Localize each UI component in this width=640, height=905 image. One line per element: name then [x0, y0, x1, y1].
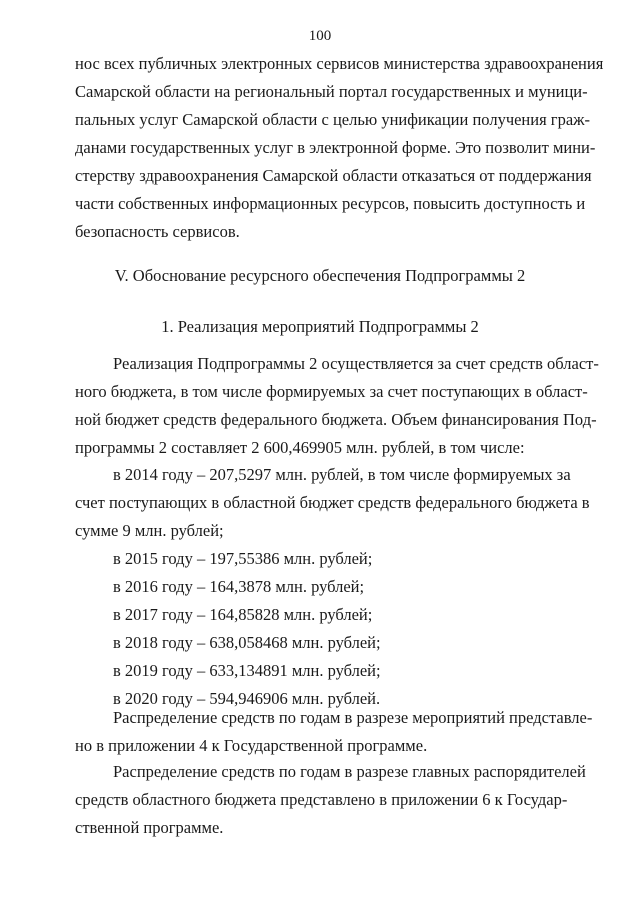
paragraph-line: но в приложении 4 к Государственной программе. [75, 736, 428, 755]
distribution-events-paragraph [75, 704, 593, 760]
list-item: в 2015 году – 197,55386 млн. рублей; [113, 549, 373, 568]
subsection-heading: 1. Реализация мероприятий Подпрограммы 2 [161, 317, 479, 336]
paragraph-line: ного бюджета, в том числе формируемых за счет поступающих в област- [75, 382, 588, 401]
paragraph-line: части собственных информационных ресурсов, повысить доступность и [75, 194, 586, 213]
paragraph-line: безопасность сервисов. [75, 222, 240, 241]
paragraph-line: средств областного бюджета представлено в приложении 6 к Государ- [75, 790, 568, 809]
page-number: 100 [308, 28, 332, 44]
list-item: в 2019 году – 633,134891 млн. рублей; [113, 661, 381, 680]
paragraph-line: данами государственных услуг в электронной форме. Это позволит мини- [75, 138, 596, 157]
paragraph-line: Распределение средств по годам в разрезе мероприятий представле- [113, 708, 593, 727]
paragraph-line: Распределение средств по годам в разрезе главных распорядителей [113, 762, 586, 781]
yearly-funding-list [75, 545, 562, 713]
list-item: в 2016 году – 164,3878 млн. рублей; [113, 577, 365, 596]
paragraph-line: программы 2 составляет 2 600,469905 млн. рублей, в том числе: [75, 438, 525, 457]
list-item: в 2017 году – 164,85828 млн. рублей; [113, 605, 373, 624]
paragraph-line: Реализация Подпрограммы 2 осуществляется за счет средств област- [113, 354, 599, 373]
intro-paragraph [75, 50, 604, 246]
paragraph-line: нос всех публичных электронных сервисов министерства здравоохранения [75, 54, 604, 73]
paragraph-line: ственной программе. [75, 818, 224, 837]
distribution-managers-paragraph [75, 758, 586, 842]
year-2014-paragraph [75, 461, 590, 545]
funding-paragraph [75, 350, 599, 462]
paragraph-line: стерству здравоохранения Самарской области отказаться от поддержания [75, 166, 592, 185]
section-heading: V. Обоснование ресурсного обеспечения Подпрограммы 2 [114, 266, 526, 285]
paragraph-line: сумме 9 млн. рублей; [75, 521, 224, 540]
paragraph-line: Самарской области на региональный портал государственных и муници- [75, 82, 588, 101]
paragraph-line: в 2014 году – 207,5297 млн. рублей, в том числе формируемых за [113, 465, 571, 484]
paragraph-line: ной бюджет средств федерального бюджета. Объем финансирования Под- [75, 410, 597, 429]
paragraph-line: пальных услуг Самарской области с целью унификации получения граж- [75, 110, 591, 129]
list-item: в 2020 году – 594,946906 млн. рублей. [113, 689, 381, 708]
list-item: в 2018 году – 638,058468 млн. рублей; [113, 633, 381, 652]
paragraph-line: счет поступающих в областной бюджет средств федерального бюджета в [75, 493, 590, 512]
